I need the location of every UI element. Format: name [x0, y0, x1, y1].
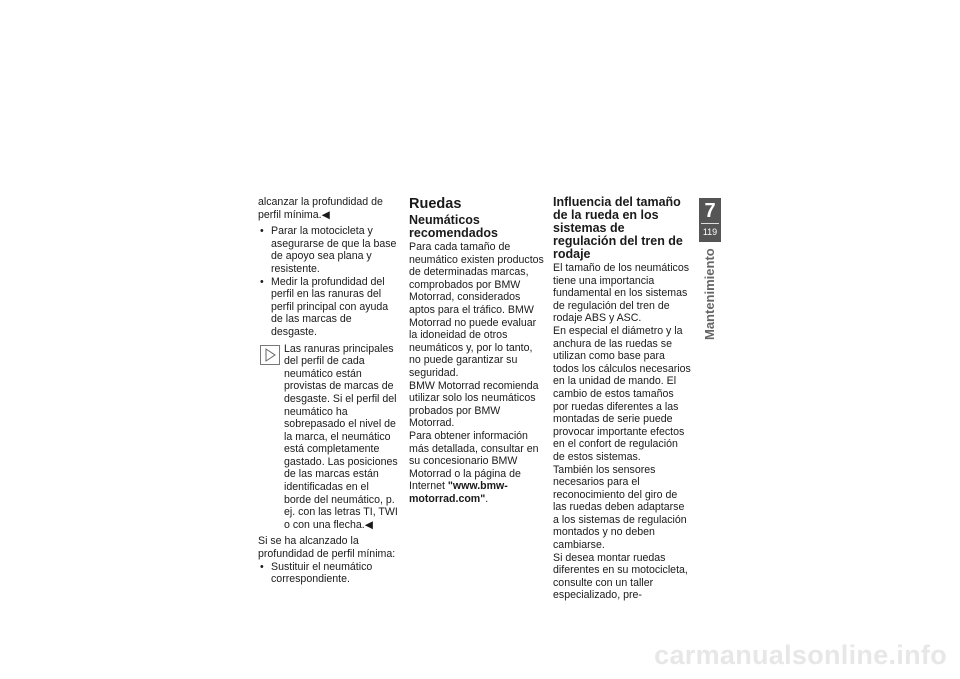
- page-number: 119: [702, 227, 718, 237]
- watermark: carmanualsonline.info: [654, 640, 947, 670]
- paragraph-text: Para obtener información más detallada, consultar en su concesionario BMW Motorrad o la página de Internet: [409, 429, 539, 493]
- section-heading: Ruedas: [409, 196, 462, 212]
- paragraph: Para cada tamaño de neumático existen productos de determinadas marcas, comprobados por BMW Motorrad, considerados aptos para el tráfico. BMW Motorrad no puede evaluar la idoneidad de otros neumáticos y, por lo tanto, no puede garantizar su seguridad.: [409, 241, 544, 379]
- bullet-dot-icon: •: [260, 560, 264, 573]
- column-2: [409, 196, 547, 505]
- bullet-text: Medir la profundidad del perfil en las ranuras del perfil principal con ayuda de las marcas de desgaste.: [271, 275, 389, 338]
- bullet-text: Sustituir el neumático correspondiente.: [271, 560, 373, 586]
- note-block: [258, 343, 398, 532]
- end-mark-icon: ◀: [321, 208, 330, 221]
- paragraph: BMW Motorrad recomienda utilizar solo los neumáticos probados por BMW Motorrad.: [409, 379, 539, 430]
- column-1: [258, 196, 398, 586]
- bullet-item: [258, 561, 398, 586]
- paragraph: También los sensores necesarios para el reconocimiento del giro de las ruedas deben adaptarse a los sistemas de regulación montados y no deben cambiarse.: [553, 463, 687, 552]
- paragraph-text: .: [485, 492, 489, 505]
- triangle-note-icon: [260, 345, 280, 365]
- paragraph: Si se ha alcanzado la profundidad de perfil mínima:: [258, 535, 396, 561]
- paragraph: El tamaño de los neumáticos tiene una importancia fundamental en los sistemas de regulación del tren de rodaje ABS y ASC.: [553, 262, 690, 325]
- paragraph: [258, 196, 398, 221]
- bullet-item: [258, 276, 398, 339]
- paragraph: [409, 430, 547, 506]
- chapter-tab: [699, 198, 721, 242]
- subsection-heading: Influencia del tamaño de la rueda en los sistemas de regulación del tren de rodaje: [553, 195, 683, 261]
- bullet-dot-icon: •: [260, 225, 264, 238]
- website-link[interactable]: "www.bmw-motorrad.com": [409, 480, 508, 505]
- chapter-number: 7: [704, 200, 716, 222]
- side-label-container: [700, 248, 720, 360]
- triangle-note-icon-graphic: [261, 346, 279, 364]
- end-mark-icon: ◀: [364, 518, 373, 531]
- bullet-dot-icon: •: [260, 275, 264, 288]
- tab-divider: [701, 223, 719, 224]
- paragraph-text: alcanzar la profundidad de perfil mínima.: [258, 196, 383, 221]
- subsection-heading: Neumáticos recomendados: [409, 213, 498, 240]
- paragraph: Si desea montar ruedas diferentes en su motocicleta, consulte con un taller especializado, pre-: [553, 551, 688, 602]
- bullet-item: [258, 225, 398, 275]
- bullet-text: Parar la motocicleta y asegurarse de que la base de apoyo sea plana y resistente.: [271, 225, 397, 275]
- chapter-side-label: Mantenimiento: [702, 248, 717, 340]
- paragraph: En especial el diámetro y la anchura de las ruedas se utilizan como base para todos los cálculos necesarios en la unidad de mando. El cambio de estos tamaños por ruedas diferentes a las montadas de serie puede provocar importante efectos en el confort de regulación de estos sistemas.: [553, 324, 691, 463]
- column-3: [553, 196, 691, 602]
- note-text: Las ranuras principales del perfil de cada neumático están provistas de marcas de desgaste. Si el perfil del neumático ha sobrepasado el nivel de la marca, el neumático está completamente gastado. Las posiciones de las marcas están identificadas en el borde del neumático, p. ej. con las letras TI, TWI o con una flecha.: [284, 342, 398, 531]
